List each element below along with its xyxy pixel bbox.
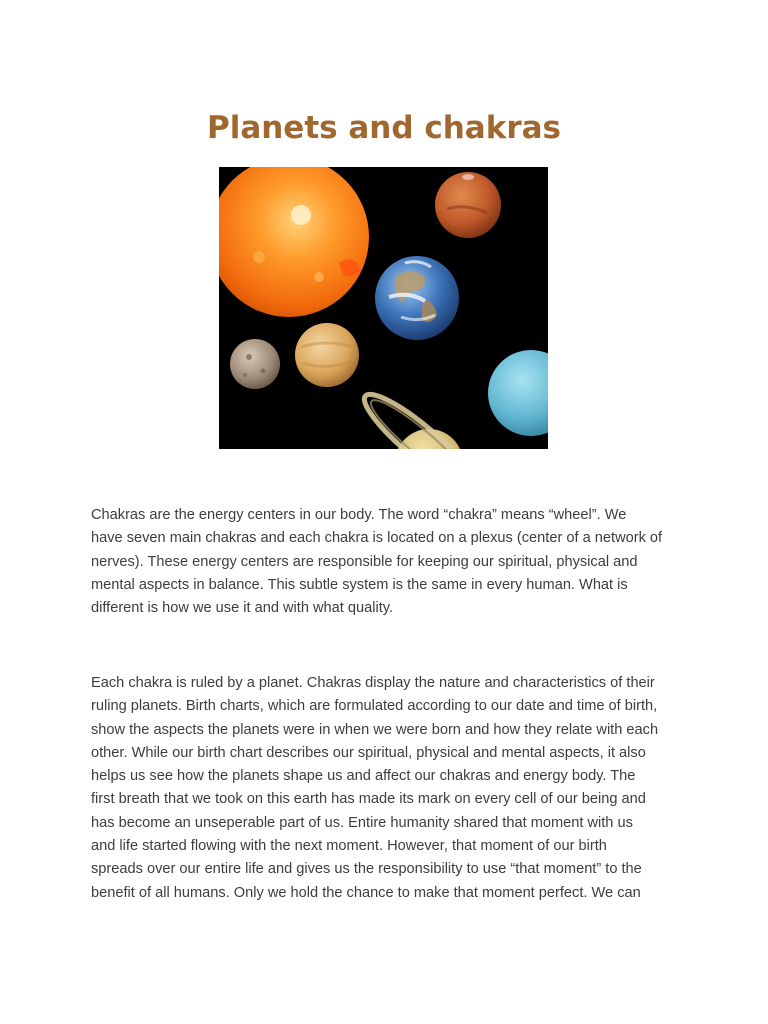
planets-illustration — [219, 167, 548, 449]
text-line: show the aspects the planets were in when we were born and how they relate with each — [91, 721, 659, 738]
paragraph-chakras-planets — [91, 672, 691, 905]
text-line: nerves). These energy centers are responsible for keeping our spiritual, physical and — [91, 553, 638, 570]
text-line: helps us see how the planets shape us and affect our chakras and energy body. The — [91, 768, 636, 785]
text-line: has become an unseperable part of us. Entire humanity shared that moment with us — [91, 814, 633, 831]
text-line: benefit of all humans. Only we hold the chance to make that moment perfect. We can — [91, 884, 641, 901]
text-line: have seven main chakras and each chakra is located on a plexus (center of a network of — [91, 530, 663, 547]
mars-planet — [435, 172, 501, 238]
text-line: mental aspects in balance. This subtle system is the same in every human. What is — [91, 576, 628, 593]
text-line: ruling planets. Birth charts, which are formulated according to our date and time of birth, — [91, 698, 658, 715]
paragraph-chakras-intro — [91, 504, 691, 620]
page-title: Planets and chakras — [206, 110, 562, 146]
solar-system-image — [219, 167, 548, 449]
text-line: Each chakra is ruled by a planet. Chakras display the nature and characteristics of their — [91, 675, 655, 691]
earth-planet — [375, 256, 459, 340]
text-line: spreads over our entire life and gives us the responsibility to use “that moment” to the — [91, 861, 642, 878]
text-line: other. While our birth chart describes our spiritual, physical and mental aspects, it also — [91, 744, 646, 761]
text-line: and life started flowing with the next moment. However, that moment of our birth — [91, 838, 607, 855]
venus-planet — [295, 323, 359, 387]
text-line: first breath that we took on this earth has made its mark on every cell of our being and — [91, 791, 646, 808]
text-line: Chakras are the energy centers in our body. The word “chakra” means “wheel”. We — [91, 507, 627, 523]
mercury-planet — [230, 339, 280, 389]
text-line: different is how we use it and with what quality. — [91, 600, 394, 617]
